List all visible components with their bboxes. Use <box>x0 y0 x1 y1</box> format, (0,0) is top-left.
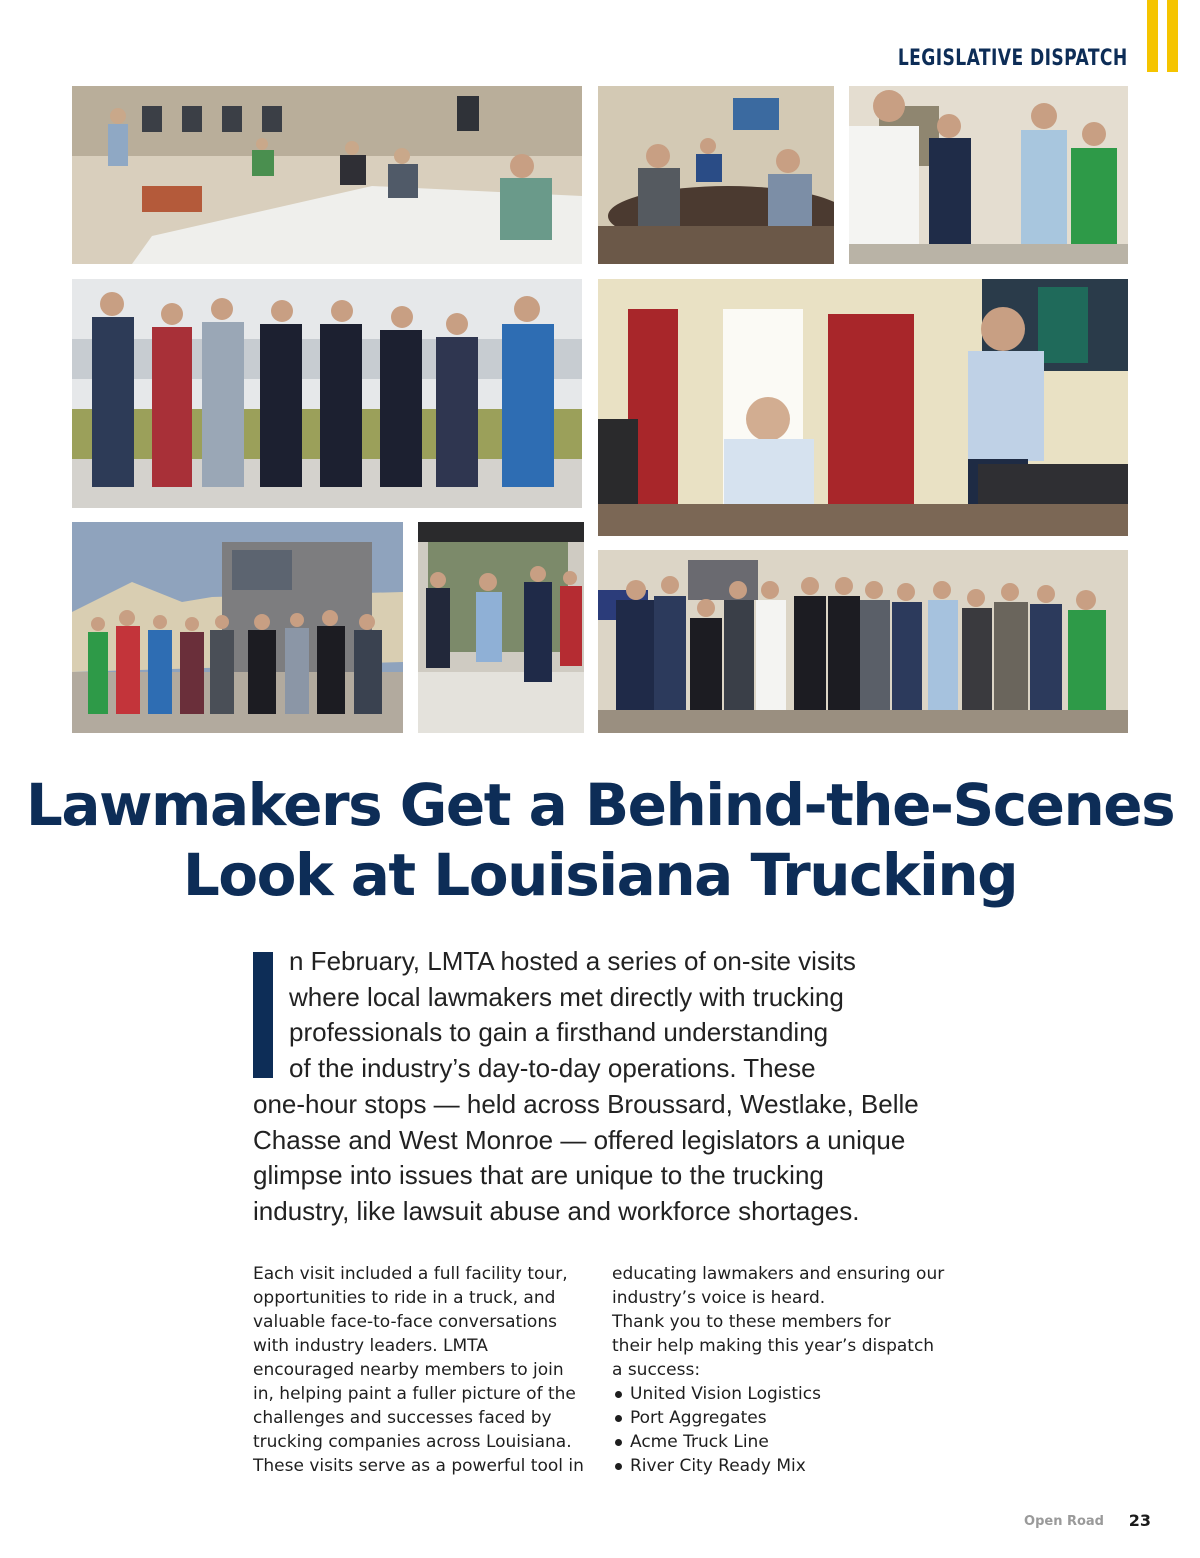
body-line: with industry leaders. LMTA <box>253 1336 488 1356</box>
body-column-right <box>612 1262 957 1478</box>
member-list-item: Acme Truck Line <box>612 1430 957 1454</box>
body-line: Each visit included a full facility tour, <box>253 1264 568 1284</box>
body-line: educating lawmakers and ensuring our <box>612 1264 945 1284</box>
body-line: opportunities to ride in a truck, and <box>253 1288 556 1308</box>
article-title-line-2: Look at Louisiana Trucking <box>182 841 1018 909</box>
section-label: LEGISLATIVE DISPATCH <box>898 46 1128 71</box>
lead-line-1: n February, LMTA hosted a series of on-site visits <box>289 946 856 976</box>
accent-bar-left <box>1147 0 1158 72</box>
conference-table-photo <box>598 86 834 264</box>
lead-line-6: Chasse and West Monroe — offered legislators a unique <box>253 1124 906 1155</box>
facility-tour-photo <box>418 522 584 733</box>
drop-cap-letter <box>253 952 254 953</box>
body-column-left <box>253 1262 598 1478</box>
lead-line-3: professionals to gain a firsthand understanding <box>289 1017 829 1048</box>
article-title <box>0 770 1200 910</box>
lead-line-7: glimpse into issues that are unique to the trucking <box>253 1160 824 1191</box>
meeting-room-presentation-photo <box>72 86 582 264</box>
body-line: trucking companies across Louisiana. <box>253 1432 572 1452</box>
lead-line-4: of the industry’s day-to-day operations. These <box>289 1053 816 1084</box>
drop-cap <box>253 952 273 1078</box>
member-list-item: River City Ready Mix <box>612 1454 957 1478</box>
large-group-office-photo <box>598 550 1128 733</box>
body-line: These visits serve as a powerful tool in <box>253 1456 584 1476</box>
body-line: in, helping paint a fuller picture of the <box>253 1384 576 1404</box>
article-title-line-1: Lawmakers Get a Behind-the-Scenes <box>25 771 1175 839</box>
publication-name: Open Road <box>1024 1514 1104 1529</box>
member-list-item: United Vision Logistics <box>612 1382 957 1406</box>
body-line: industry’s voice is heard. <box>612 1288 826 1308</box>
lead-line-5: one-hour stops — held across Broussard, Westlake, Belle <box>253 1088 919 1119</box>
lead-paragraph <box>253 944 953 1230</box>
group-outdoors-photo <box>72 279 582 508</box>
body-line: encouraged nearby members to join <box>253 1360 564 1380</box>
body-line: challenges and successes faced by <box>253 1408 552 1428</box>
member-list <box>612 1382 957 1478</box>
office-conversation-photo <box>849 86 1128 264</box>
speaker-safety-screen-photo <box>598 279 1128 536</box>
body-line: Thank you to these members for <box>612 1312 891 1332</box>
page-number: 23 <box>1128 1511 1151 1530</box>
member-list-item: Port Aggregates <box>612 1406 957 1430</box>
lead-line-8: industry, like lawsuit abuse and workforce shortages. <box>253 1195 860 1226</box>
body-line: their help making this year’s dispatch <box>612 1336 935 1356</box>
body-line: valuable face-to-face conversations <box>253 1312 557 1332</box>
group-with-truck-photo <box>72 522 403 733</box>
body-line: a success: <box>612 1360 701 1380</box>
accent-bar-right <box>1167 0 1178 72</box>
lead-line-2: where local lawmakers met directly with trucking <box>289 981 844 1012</box>
